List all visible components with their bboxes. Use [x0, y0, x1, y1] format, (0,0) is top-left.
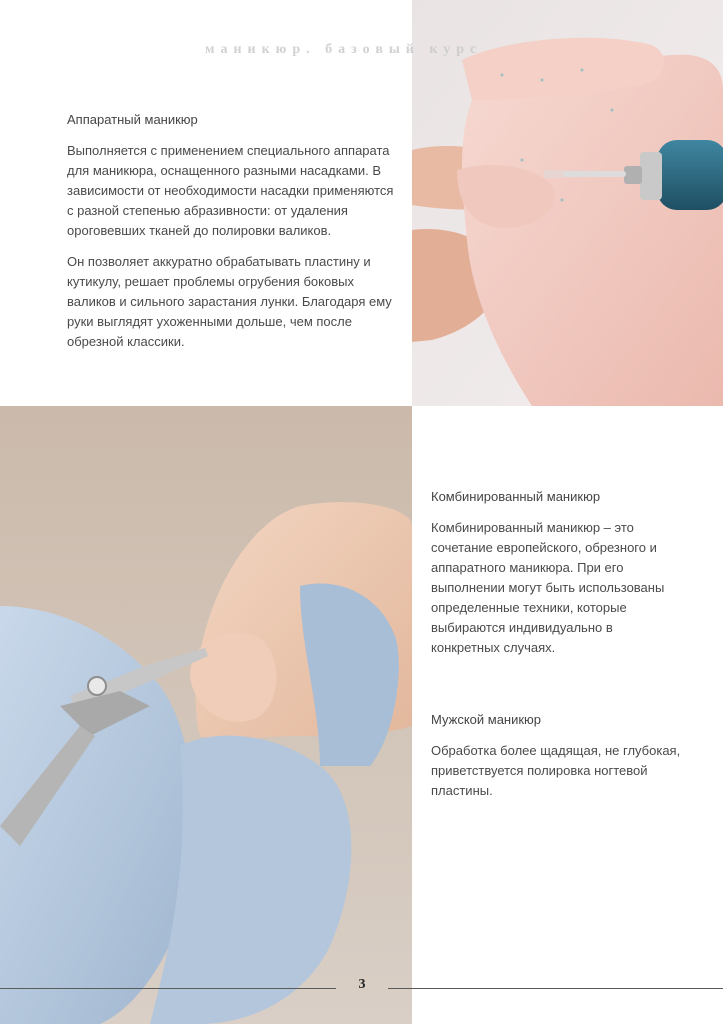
running-header: маникюр. базовый курс	[205, 42, 483, 57]
section-paragraph: Он позволяет аккуратно обрабатывать пластину и кутикулу, решает проблемы огрубения боковых валиков и сильного зарастания лунки. Благодаря ему руки выглядят ухоженными дольше, чем после обрезной классики.	[67, 254, 392, 349]
section-title: Мужской маникюр	[431, 712, 542, 727]
section-title: Аппаратный маникюр	[67, 112, 198, 127]
photo-hardware-manicure	[412, 0, 723, 406]
section-title: Комбинированный маникюр	[431, 489, 601, 504]
section-apparatus-manicure	[67, 112, 397, 363]
photo-combined-manicure	[0, 406, 412, 1024]
hardware-manicure-illustration	[412, 0, 723, 406]
section-mens-manicure	[431, 712, 681, 812]
section-paragraph: Комбинированный маникюр – это сочетание европейского, обрезного и аппаратного маникюра. При его выполнении могут быть использованы определенные техники, которые выбираются индивидуально в конкретных случаях.	[431, 520, 665, 655]
section-combined-manicure	[431, 489, 676, 669]
section-paragraph: Выполняется с применением специального аппарата для маникюра, оснащенного разными насадками. В зависимости от необходимости насадки применяются с разной степенью абразивности: от удаления ороговевших тканей до полировки валиков.	[67, 143, 394, 238]
combined-manicure-illustration	[0, 406, 412, 1024]
footer-rule-right	[388, 988, 723, 989]
section-paragraph: Обработка более щадящая, не глубокая, приветствуется полировка ногтевой пластины.	[431, 743, 681, 798]
footer-rule-left	[0, 988, 336, 989]
page-number: 3	[358, 977, 366, 992]
